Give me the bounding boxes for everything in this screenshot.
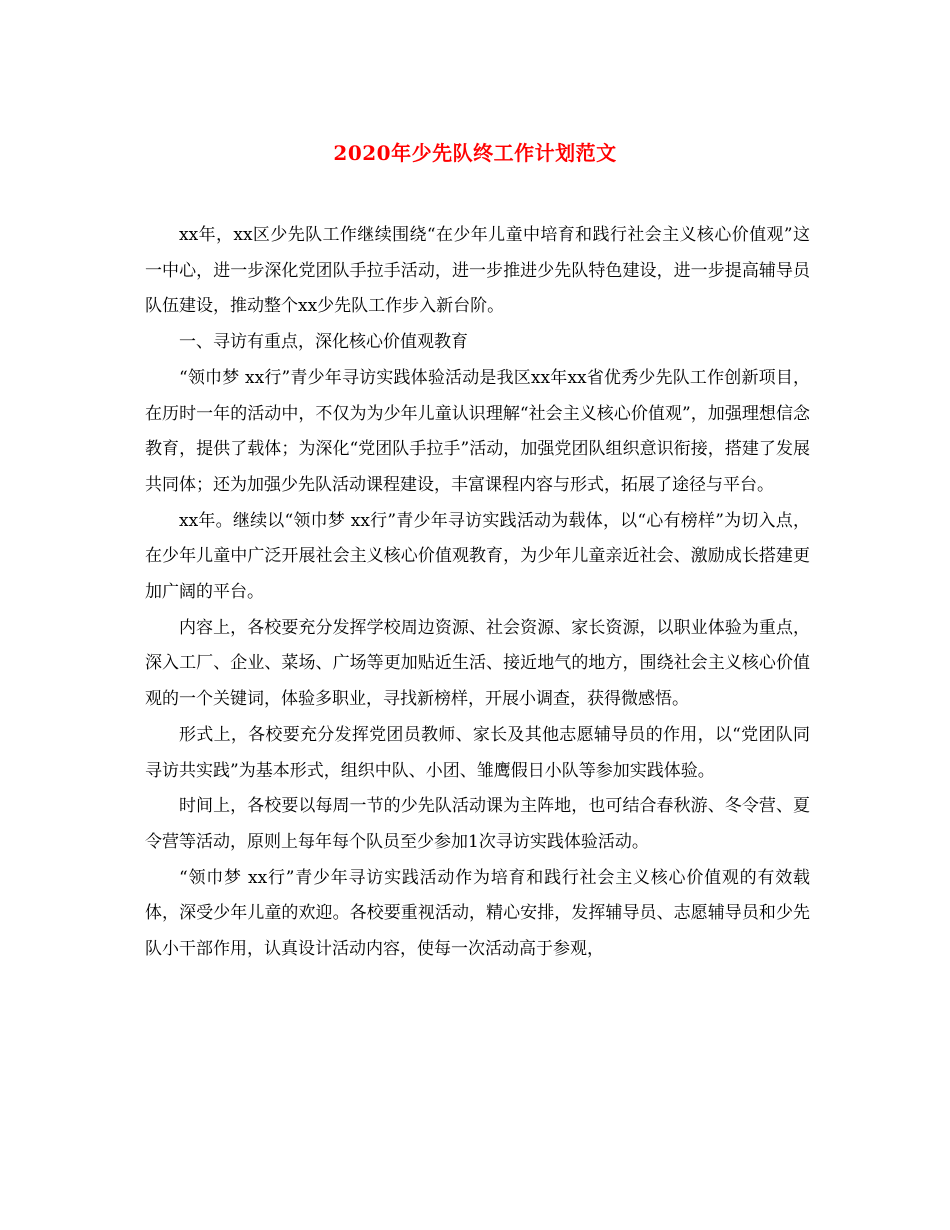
document-body bbox=[145, 218, 810, 968]
paragraph-intro: xx年，xx区少先队工作继续围绕“在少年儿童中培育和践行社会主义核心价值观”这一中心，进一步深化党团队手拉手活动，进一步推进少先队特色建设，进一步提高辅导员队伍建设，推动整个xx少先队工作步入新台阶。 bbox=[145, 225, 810, 317]
paragraph-significance: “领巾梦 xx行”青少年寻访实践活动作为培育和践行社会主义核心价值观的有效载体，深受少年儿童的欢迎。各校要重视活动，精心安排，发挥辅导员、志愿辅导员和少先队小干部作用，认真设计活动内容，使每一次活动高于参观， bbox=[145, 867, 810, 960]
document-title: 2020年少先队终工作计划范文 bbox=[333, 141, 617, 165]
paragraph-time: 时间上，各校要以每周一节的少先队活动课为主阵地，也可结合春秋游、冬令营、夏令营等活动，原则上每年每个队员至少参加1次寻访实践体验活动。 bbox=[145, 796, 810, 852]
paragraph-this-year: xx年。继续以“领巾梦 xx行”青少年寻访实践活动为载体，以“心有榜样”为切入点，在少年儿童中广泛开展社会主义核心价值观教育，为少年儿童亲近社会、激励成长搭建更加广阔的平台。 bbox=[145, 510, 810, 603]
paragraph-form: 形式上，各校要充分发挥党团员教师、家长及其他志愿辅导员的作用，以“党团队同寻访共实践”为基本形式，组织中队、小团、雏鹰假日小队等参加实践体验。 bbox=[145, 724, 810, 781]
section-heading-1: 一、寻访有重点，深化核心价值观教育 bbox=[179, 332, 468, 353]
paragraph-content: 内容上，各校要充分发挥学校周边资源、社会资源、家长资源，以职业体验为重点，深入工厂、企业、菜场、广场等更加贴近生活、接近地气的地方，围绕社会主义核心价值观的一个关键词，体验多职业，寻找新榜样，开展小调查，获得微感悟。 bbox=[145, 617, 810, 710]
paragraph-project-overview: “领巾梦 xx行”青少年寻访实践体验活动是我区xx年xx省优秀少先队工作创新项目，在历时一年的活动中，不仅为为少年儿童认识理解“社会主义核心价值观”，加强理想信念教育，提供了载体；为深化“党团队手拉手”活动，加强党团队组织意识衔接，搭建了发展共同体；还为加强少先队活动课程建设，丰富课程内容与形式，拓展了途径与平台。 bbox=[145, 367, 810, 495]
